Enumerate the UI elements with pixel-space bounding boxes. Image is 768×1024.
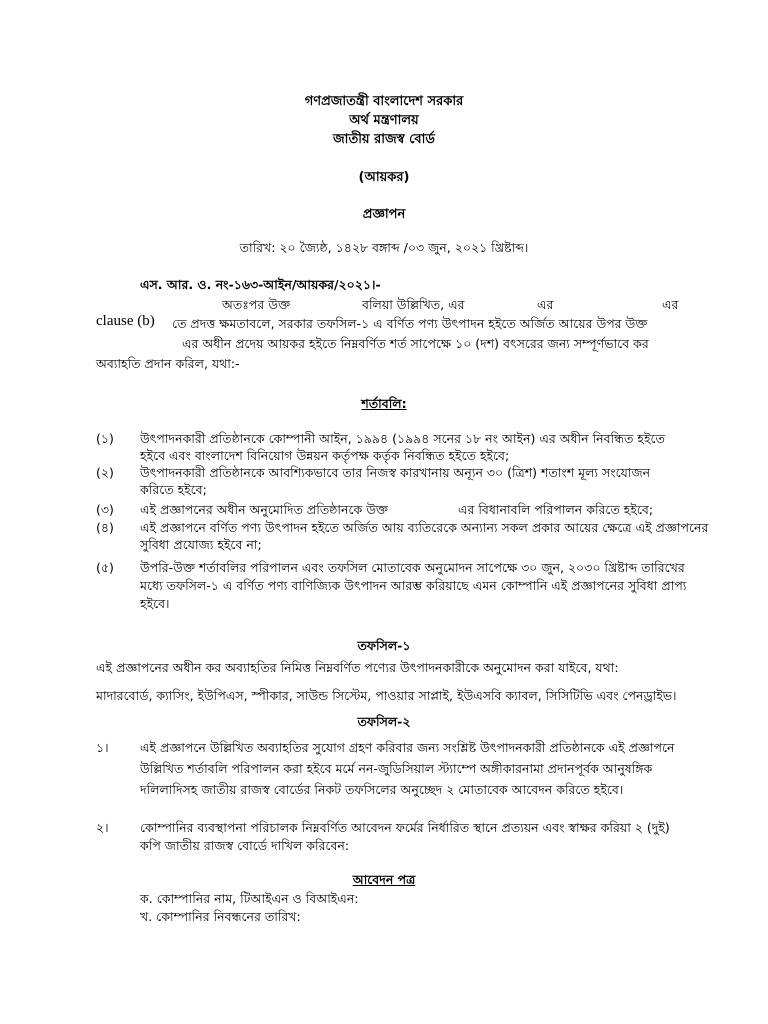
intro-line-3: এর অধীন প্রদেয় আয়কর হইতে নিম্নবর্ণিত শর্ত সাপেক্ষে ১০ (দশ) বৎসরের জন্য সম্পূর্ণভাবে কর xyxy=(182,336,649,351)
condition-2-line-2: করিতে হইবে; xyxy=(140,482,207,497)
schedule-2-number: ২। xyxy=(96,820,109,835)
schedule-1-line-1: এই প্রজ্ঞাপনের অধীন কর অব্যাহতির নিমিত্ত নিম্নবর্ণিত পণ্যের উৎপাদনকারীকে অনুমোদন করা যাইবে, যথা: xyxy=(96,660,619,675)
schedule-2-item-1-line-3: দলিলাদিসহ জাতীয় রাজস্ব বোর্ডের নিকট তফসিলের অনুচ্ছেদ ২ মোতাবেক আবেদন করিতে হইবে। xyxy=(140,782,624,797)
ministry-title: অর্থ মন্ত্রণালয় xyxy=(349,113,419,128)
government-title: গণপ্রজাতন্ত্রী বাংলাদেশ সরকার xyxy=(304,94,464,109)
application-title: আবেদন পত্র xyxy=(352,872,416,887)
condition-3-line-1: এই প্রজ্ঞাপনের অধীন অনুমোদিত প্রতিষ্ঠানকে উক্ত xyxy=(140,502,389,517)
condition-number: (২) xyxy=(96,465,114,480)
intro-fragment-2: বলিয়া উল্লিখিত, এর xyxy=(362,297,465,312)
intro-line-4: অব্যাহতি প্রদান করিল, যথা:- xyxy=(96,356,240,371)
condition-number: (৪) xyxy=(96,520,114,535)
application-field: খ. কোম্পানির নিবন্ধনের তারিখ: xyxy=(140,909,301,924)
condition-number: (৫) xyxy=(96,560,114,575)
schedule-2-item-2-line-1: কোম্পানির ব্যবস্থাপনা পরিচালক নিম্নবর্ণিত আবেদন ফর্মের নির্ধারিত স্থানে প্রত্যয়ন এবং স্বাক্ষর করিয়া ২ (দুই) xyxy=(140,820,670,835)
clause-reference: clause (b) xyxy=(96,313,155,329)
application-field: ক. কোম্পানির নাম, টিআইএন ও বিআইএন: xyxy=(140,891,359,906)
sro-number: এস. আর. ও. নং-১৬৩-আইন/আয়কর/২০২১।- xyxy=(140,277,381,292)
condition-3-line-1b: এর বিধানাবলি পরিপালন করিতে হইবে; xyxy=(458,502,654,517)
intro-fragment-1: অতঃপর উক্ত xyxy=(222,297,291,312)
condition-5-line-1: উপরি-উক্ত শর্তাবলির পরিপালন এবং তফসিল মোতাবেক অনুমোদন সাপেক্ষে ৩০ জুন, ২০৩০ খ্রিষ্টাব্দ তারিখের xyxy=(140,560,685,575)
intro-fragment-4: এর xyxy=(662,297,679,312)
board-title: জাতীয় রাজস্ব বোর্ড xyxy=(333,132,435,147)
category-label: (আয়কর) xyxy=(358,170,410,185)
condition-number: (১) xyxy=(96,431,114,446)
condition-4-line-2: সুবিধা প্রযোজ্য হইবে না; xyxy=(140,537,262,552)
condition-5-line-3: হইবে। xyxy=(140,596,170,611)
schedule-2-item-1-line-2: উল্লিখিত শর্তাবলি পরিপালন করা হইবে মর্মে নন-জুডিসিয়াল স্ট্যাম্পে অঙ্গীকারনামা প্রদানপূর্বক আনুষঙ্গিক xyxy=(140,761,653,776)
condition-1-line-1: উৎপাদনকারী প্রতিষ্ঠানকে কোম্পানী আইন, ১৯৯৪ (১৯৯৪ সনের ১৮ নং আইন) এর অধীন নিবন্ধিত হইতে xyxy=(140,431,665,446)
conditions-title: শর্তাবলি: xyxy=(361,396,407,411)
condition-5-line-2: মধ্যে তফসিল-১ এ বর্ণিত পণ্য বাণিজ্যিক উৎপাদন আরম্ভ করিয়াছে এমন কোম্পানি এই প্রজ্ঞাপনের সুবিধা প্রাপ্য xyxy=(140,578,687,593)
intro-line-2: তে প্রদত্ত ক্ষমতাবলে, সরকার তফসিল-১ এ বর্ণিত পণ্য উৎপাদন হইতে অর্জিত আয়ের উপর উক্ত xyxy=(172,316,648,331)
schedule-2-number: ১। xyxy=(96,740,109,755)
condition-4-line-1: এই প্রজ্ঞাপনে বর্ণিত পণ্য উৎপাদন হইতে অর্জিত আয় ব্যতিরেকে অন্যান্য সকল প্রকার আয়ের ক্ষেত্রে এই প্রজ্ঞাপনের xyxy=(140,520,709,535)
condition-number: (৩) xyxy=(96,502,114,517)
date-line: তারিখ: ২০ জ্যৈষ্ঠ, ১৪২৮ বঙ্গাব্দ /০৩ জুন, ২০২১ খ্রিষ্টাব্দ। xyxy=(239,240,529,255)
condition-1-line-2: হইবে এবং বাংলাদেশ বিনিয়োগ উন্নয়ন কর্তৃপক্ষ কর্তৃক নিবন্ধিত হইতে হইবে; xyxy=(140,448,510,463)
schedule-2-item-2-line-2: কপি জাতীয় রাজস্ব বোর্ডে দাখিল করিবেন: xyxy=(140,838,350,853)
schedule-2-item-1-line-1: এই প্রজ্ঞাপনে উল্লিখিত অব্যাহতির সুযোগ গ্রহণ করিবার জন্য সংশ্লিষ্ট উৎপাদনকারী প্রতিষ্ঠানকে এই প্রজ্ঞাপনে xyxy=(140,740,675,755)
condition-2-line-1: উৎপাদনকারী প্রতিষ্ঠানকে আবশ্যিকভাবে তার নিজস্ব কারখানায় অন্যূন ৩০ (ত্রিশ) শতাংশ মূল্য সংযোজন xyxy=(140,465,651,480)
schedule-1-title: তফসিল-১ xyxy=(357,638,411,653)
schedule-2-title: তফসিল-২ xyxy=(357,714,411,729)
intro-fragment-3: এর xyxy=(537,297,554,312)
document-type: প্রজ্ঞাপন xyxy=(362,207,406,222)
schedule-1-products: মাদারবোর্ড, ক্যাসিং, ইউপিএস, স্পীকার, সাউন্ড সিস্টেম, পাওয়ার সাপ্লাই, ইউএসবি ক্যাবল, সিসিটিভি এবং পেনড্রাইভ। xyxy=(96,688,677,703)
